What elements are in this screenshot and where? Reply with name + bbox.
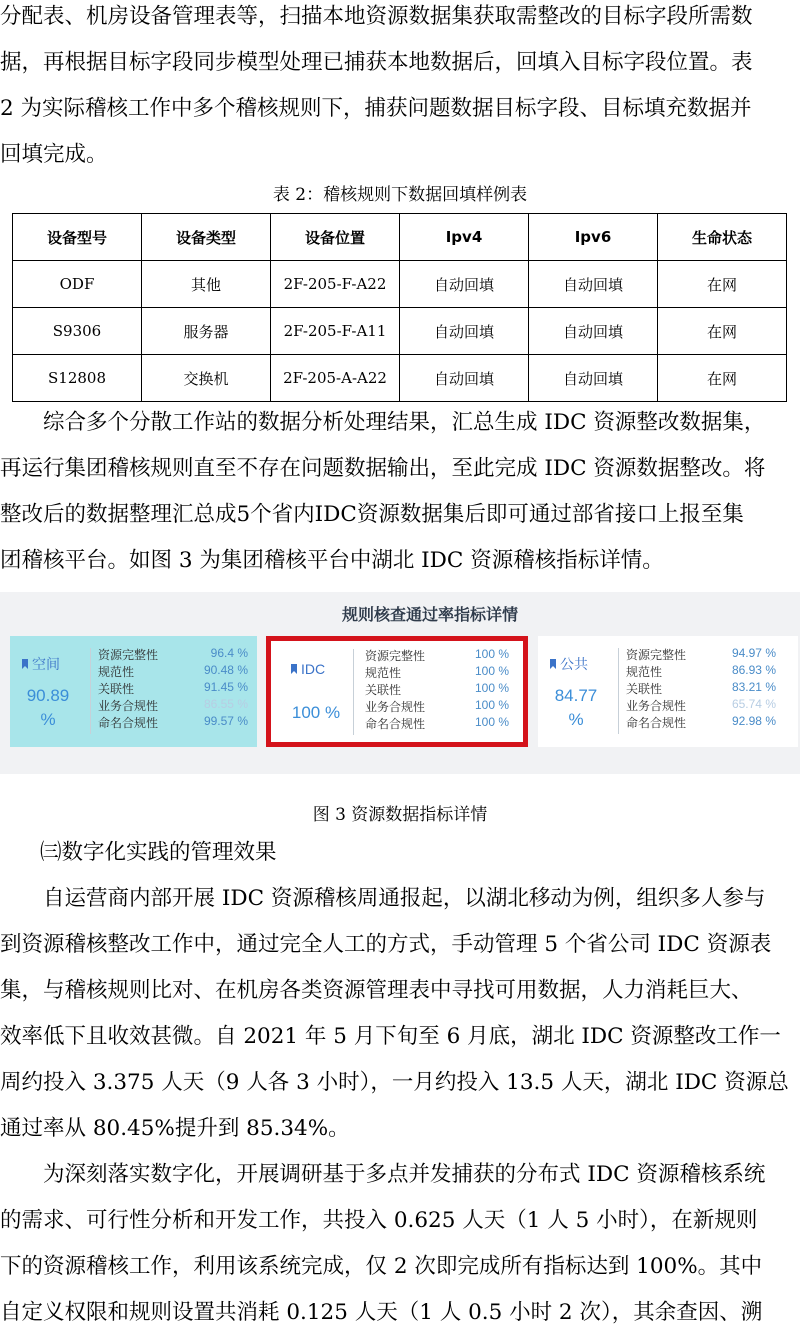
card-label: 空间	[22, 654, 60, 674]
metric-row: 关联性 83.21 %	[626, 680, 776, 696]
text-line: 周约投入 3.375 人天（9 人各 3 小时），一月约投入 13.5 人天，湖北 IDC 资源总	[0, 1070, 789, 1095]
text-line: 通过率从 80.45%提升到 85.34%。	[0, 1116, 350, 1141]
text-line: 2 为实际稽核工作中多个稽核规则下，捕获问题数据目标字段、目标填充数据并	[0, 96, 752, 121]
table-cell: 在网	[658, 261, 787, 308]
text-line: 分配表、机房设备管理表等，扫描本地资源数据集获取需整改的目标字段所需数	[0, 4, 753, 29]
text-line: 再运行集团稽核规则直至不存在问题数据输出，至此完成 IDC 资源数据整改。将	[0, 456, 766, 481]
metric-row: 业务合规性 100 %	[365, 698, 509, 714]
text-line: 回填完成。	[0, 142, 108, 167]
table-cell: 其他	[142, 261, 271, 308]
metric-row: 规范性 86.93 %	[626, 663, 776, 679]
text-line: 团稽核平台。如图 3 为集团稽核平台中湖北 IDC 资源稽核指标详情。	[0, 548, 664, 573]
bookmark-icon	[22, 659, 28, 669]
text-line: 效率低下且收效甚微。自 2021 年 5 月下旬至 6 月底，湖北 IDC 资源整改工作一	[0, 1024, 781, 1049]
dashboard-title: 规则核查通过率指标详情	[341, 607, 518, 624]
card-label: IDC	[291, 661, 325, 677]
metric-row: 业务合规性 65.74 %	[626, 697, 776, 713]
metric-row: 资源完整性 100 %	[365, 647, 509, 663]
table-cell: 2F-205-A-A22	[271, 355, 400, 402]
figure-caption: 图 3 资源数据指标详情	[312, 805, 488, 825]
table-cell: 自动回填	[400, 355, 529, 402]
column-header: Ipv6	[529, 214, 658, 261]
card-score: 90.89 %	[26, 686, 70, 729]
divider	[353, 649, 354, 735]
paragraph-digital-system	[0, 1152, 800, 1336]
metric-row: 业务合规性 86.55 %	[98, 697, 248, 713]
table-header-row	[13, 214, 787, 261]
card-score: 84.77 %	[554, 686, 598, 729]
column-header: 生命状态	[658, 214, 787, 261]
paragraph-manual-effort	[0, 876, 800, 1152]
metric-list	[98, 646, 248, 731]
text-line: 整改后的数据整理汇总成5个省内IDC资源数据集后即可通过部省接口上报至集	[0, 502, 744, 527]
section-heading	[0, 830, 800, 876]
metric-row: 关联性 91.45 %	[98, 680, 248, 696]
paragraph-intro	[0, 0, 800, 178]
table-row	[13, 308, 787, 355]
table-cell: 2F-205-F-A22	[271, 261, 400, 308]
metric-card-public	[538, 636, 798, 747]
backfill-sample-table	[12, 213, 787, 402]
text-line: 到资源稽核整改工作中，通过完全人工的方式，手动管理 5 个省公司 IDC 资源表	[0, 932, 772, 957]
table-cell: 自动回填	[400, 308, 529, 355]
text-line: 据，再根据目标字段同步模型处理已捕获本地数据后，回填入目标字段位置。表	[0, 50, 753, 75]
table-cell: 在网	[658, 308, 787, 355]
metric-list	[365, 647, 509, 732]
table-cell: 交换机	[142, 355, 271, 402]
metric-row: 规范性 100 %	[365, 664, 509, 680]
text-line: 自运营商内部开展 IDC 资源稽核周通报起，以湖北移动为例，组织多人参与	[43, 886, 766, 911]
column-header: Ipv4	[400, 214, 529, 261]
table-cell: 服务器	[142, 308, 271, 355]
divider	[90, 648, 91, 734]
metric-card-space	[10, 636, 257, 747]
heading-text: ㈢数字化实践的管理效果	[40, 840, 277, 865]
metric-row: 命名合规性 92.98 %	[626, 714, 776, 730]
metric-row: 命名合规性 99.57 %	[98, 714, 248, 730]
text-line: 集，与稽核规则比对、在机房各类资源管理表中寻找可用数据，人力消耗巨大、	[0, 978, 753, 1003]
column-header: 设备类型	[142, 214, 271, 261]
table-cell: 自动回填	[529, 308, 658, 355]
table-cell: 自动回填	[400, 261, 529, 308]
metric-row: 关联性 100 %	[365, 681, 509, 697]
text-line: 的需求、可行性分析和开发工作，共投入 0.625 人天（1 人 5 小时），在新规则	[0, 1208, 758, 1233]
table-cell: 2F-205-F-A11	[271, 308, 400, 355]
text-line: 综合多个分散工作站的数据分析处理结果，汇总生成 IDC 资源整改数据集，	[43, 410, 766, 435]
metric-row: 命名合规性 100 %	[365, 715, 509, 731]
card-label: 公共	[550, 654, 588, 674]
metric-list	[626, 646, 776, 731]
text-line: 下的资源稽核工作，利用该系统完成，仅 2 次即完成所有指标达到 100%。其中	[0, 1254, 763, 1279]
table-cell: ODF	[13, 261, 142, 308]
table-cell: 自动回填	[529, 355, 658, 402]
table-cell: S12808	[13, 355, 142, 402]
table-cell: 自动回填	[529, 261, 658, 308]
bookmark-icon	[291, 664, 297, 674]
table-row	[13, 261, 787, 308]
text-line: 为深刻落实数字化，开展调研基于多点并发捕获的分布式 IDC 资源稽核系统	[43, 1162, 766, 1187]
table-row	[13, 355, 787, 402]
column-header: 设备位置	[271, 214, 400, 261]
metric-row: 资源完整性 94.97 %	[626, 646, 776, 662]
paragraph-summary	[0, 400, 800, 584]
table-cell: S9306	[13, 308, 142, 355]
table-caption: 表 2：稽核规则下数据回填样例表	[272, 185, 528, 205]
audit-dashboard-figure	[0, 592, 800, 774]
table-cell: 在网	[658, 355, 787, 402]
bookmark-icon	[550, 659, 556, 669]
column-header: 设备型号	[13, 214, 142, 261]
divider	[618, 648, 619, 734]
metric-card-idc	[266, 636, 528, 747]
metric-row: 资源完整性 96.4 %	[98, 646, 248, 662]
card-score: 100 %	[291, 703, 341, 722]
text-line: 自定义权限和规则设置共消耗 0.125 人天（1 人 0.5 小时 2 次），其余查因、溯	[0, 1300, 763, 1325]
metric-row: 规范性 90.48 %	[98, 663, 248, 679]
